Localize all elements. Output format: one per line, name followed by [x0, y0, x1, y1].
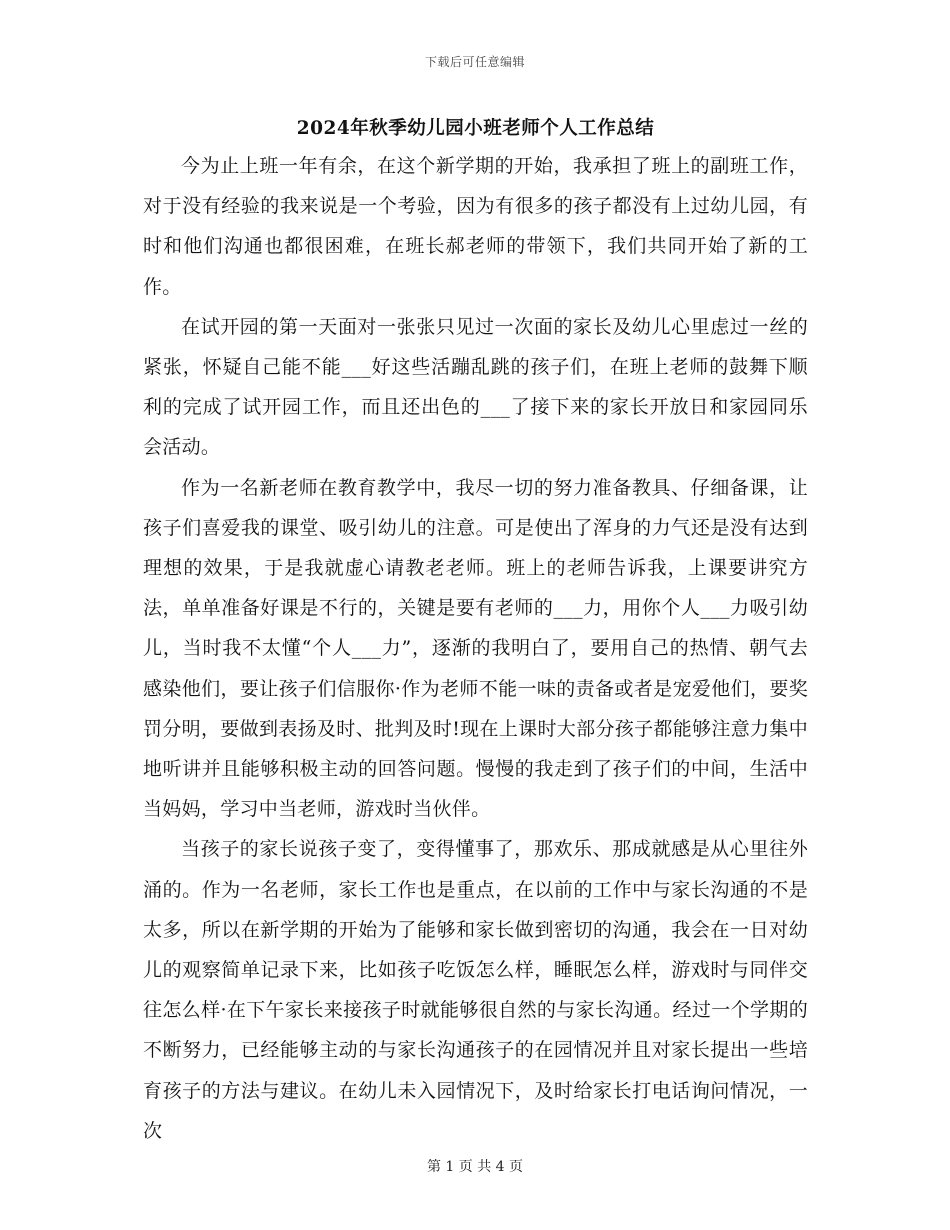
document-body: [143, 146, 808, 1151]
page-number: 第 1 页 共 4 页: [426, 1159, 524, 1175]
paragraph-2: 在试开园的第一天面对一张张只见过一次面的家长及幼儿心里虑过一丝的紧张，怀疑自己能不能___好这些活蹦乱跳的孩子们，在班上老师的鼓舞下顺利的完成了试开园工作，而且还出色的___了接下来的家长开放日和家园同乐会活动。: [143, 315, 808, 459]
header-note: 下载后可任意编辑: [424, 55, 525, 69]
paragraph-1: 今为止上班一年有余，在这个新学期的开始，我承担了班上的副班工作，对于没有经验的我来说是一个考验，因为有很多的孩子都没有上过幼儿园，有时和他们沟通也都很困难，在班长郝老师的带领下，我们共同开始了新的工作。: [143, 155, 808, 298]
paragraph-4: 当孩子的家长说孩子变了，变得懂事了，那欢乐、那成就感是从心里往外涌的。作为一名老师，家长工作也是重点，在以前的工作中与家长沟通的不是太多，所以在新学期的开始为了能够和家长做到密切的沟通，我会在一日对幼儿的观察简单记录下来，比如孩子吃饭怎么样，睡眠怎么样，游戏时与同伴交往怎么样·在下午家长来接孩子时就能够很自然的与家长沟通。经过一个学期的不断努力，已经能够主动的与家长沟通孩子的在园情况并且对家长提出一些培育孩子的方法与建议。在幼儿未入园情况下，及时给家长打电话询问情况，一次: [143, 838, 808, 1142]
document-title: 2024年秋季幼儿园小班老师个人工作总结: [296, 118, 655, 139]
paragraph-3: 作为一名新老师在教育教学中，我尽一切的努力准备教具、仔细备课，让孩子们喜爱我的课堂、吸引幼儿的注意。可是使出了浑身的力气还是没有达到理想的效果，于是我就虚心请教老老师。班上的老师告诉我，上课要讲究方法，单单准备好课是不行的，关键是要有老师的___力，用你个人___力吸引幼儿，当时我不太懂“个人___力”，逐渐的我明白了，要用自己的热情、朝气去感染他们，要让孩子们信服你·作为老师不能一味的责备或者是宠爱他们，要奖罚分明，要做到表扬及时、批判及时!现在上课时大部分孩子都能够注意力集中地听讲并且能够积极主动的回答问题。慢慢的我走到了孩子们的中间，生活中当妈妈，学习中当老师，游戏时当伙伴。: [143, 476, 808, 821]
